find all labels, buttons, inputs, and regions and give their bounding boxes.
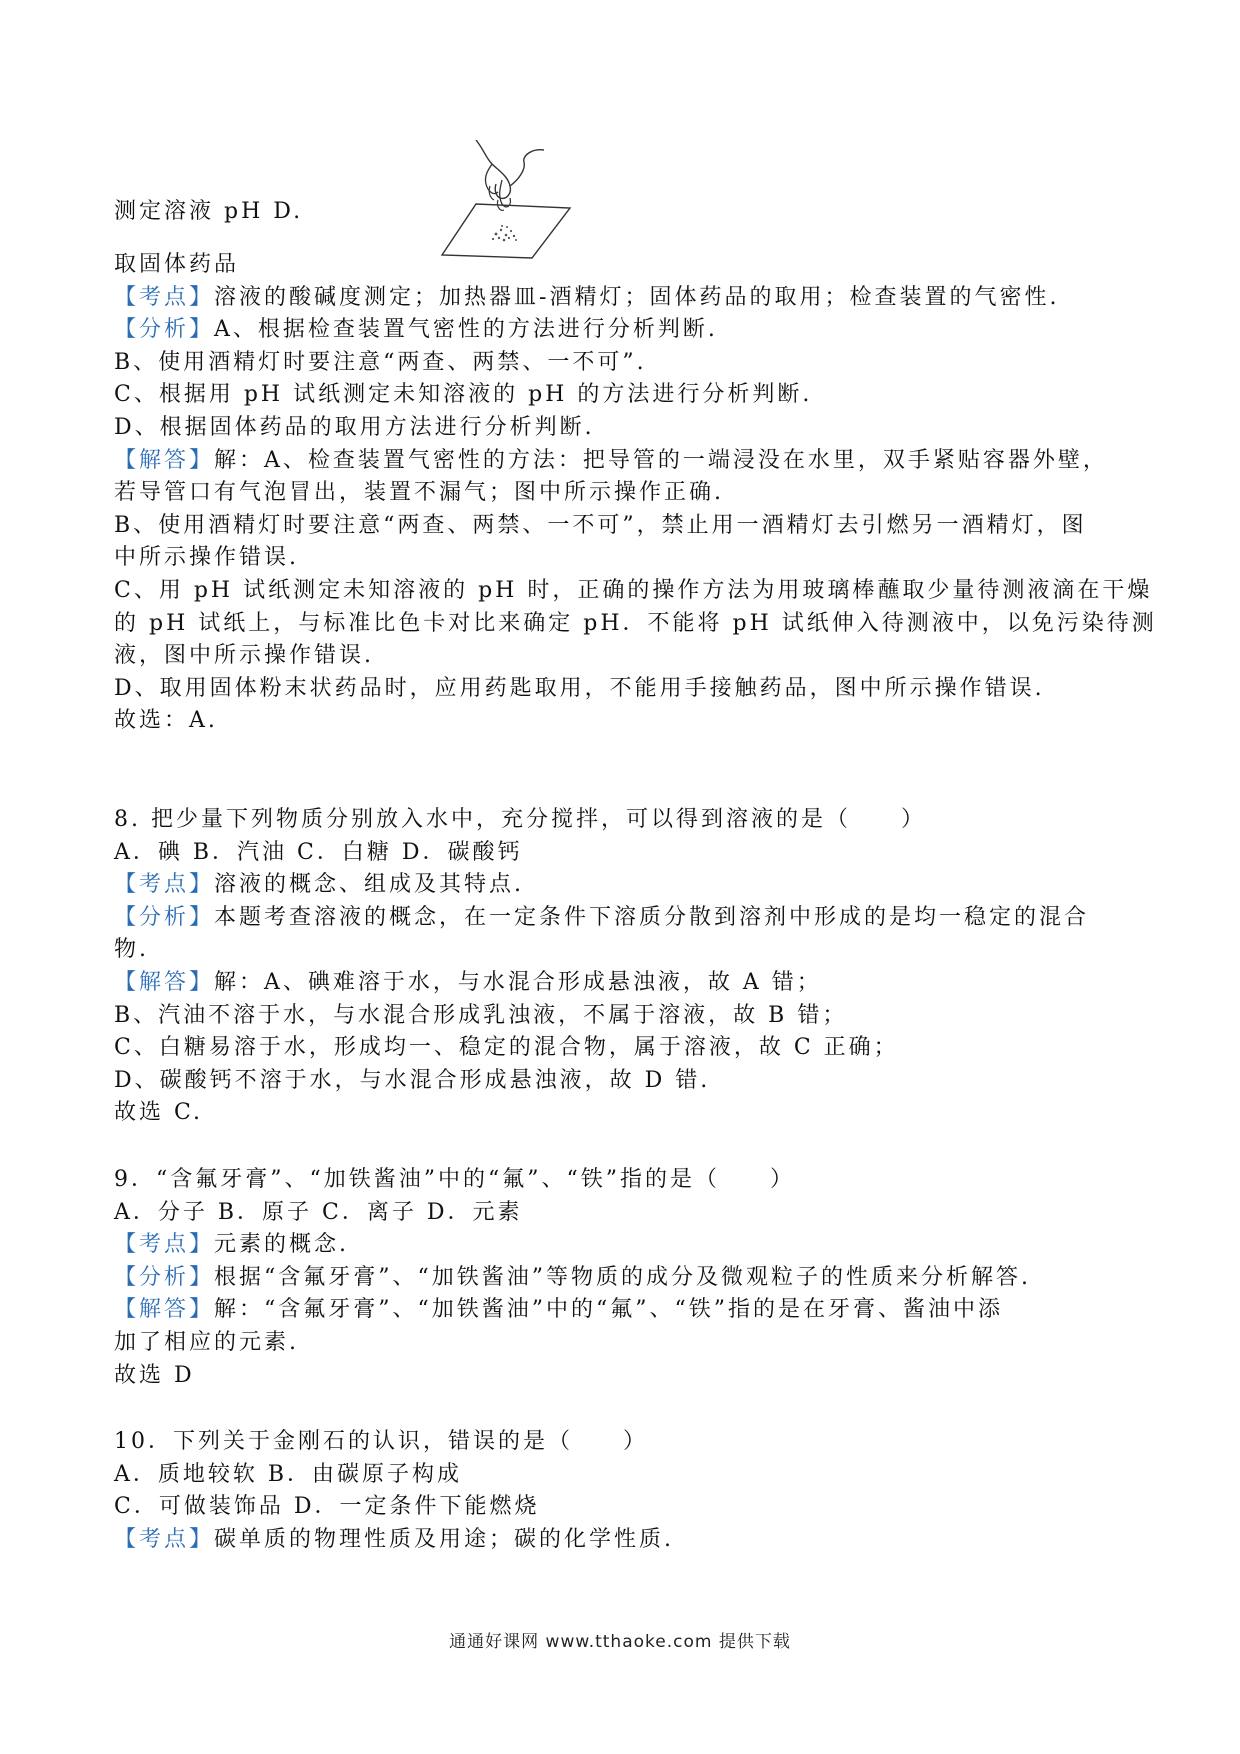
question-7-analysis [114,249,1157,738]
fenxi-text: 物. [114,937,149,963]
question-options: C．可做装饰品 D．一定条件下能燃烧 [114,1494,540,1520]
figure-caption: 测定溶液 pH D. [114,199,304,224]
fenxi-line [114,314,1134,347]
jieda-text: 解：“含氟牙膏”、“加铁酱油”中的“氟”、“铁”指的是在牙膏、酱油中添 [214,1297,1003,1323]
jieda-tag: 【解答】 [114,969,215,995]
jieda-tag: 【解答】 [114,447,215,473]
question-9 [114,1164,1134,1392]
fenxi-text: B、使用酒精灯时要注意“两查、两禁、一不可”. [114,349,647,375]
fenxi-text: A、根据检查装置气密性的方法进行分析判断. [214,317,718,343]
fenxi-text: 本题考查溶液的概念，在一定条件下溶质分散到溶剂中形成的是均一稳定的混合 [214,904,1090,930]
fenxi-tag: 【分析】 [114,317,215,343]
question-text: 9．“含氟牙膏”、“加铁酱油”中的“氟”、“铁”指的是（ ） [114,1167,795,1192]
jieda-line [114,445,1134,478]
page-footer: 通通好课网 www.tthaoke.com 提供下载 [449,1632,791,1652]
fenxi-text: D、根据固体药品的取用方法进行分析判断. [114,414,595,440]
jieda-text: 若导管口有气泡冒出，装置不漏气；图中所示操作正确. [114,480,724,506]
kaodian-line [114,282,1134,315]
kaodian-text: 元素的概念. [214,1232,350,1258]
jieda-text: C、白糖易溶于水，形成均一、稳定的混合物，属于溶液，故 C 正确； [114,1035,899,1061]
fenxi-text: 根据“含氟牙膏”、“加铁酱油”等物质的成分及微观粒子的性质来分析解答. [214,1264,1031,1290]
jieda-text: B、汽油不溶于水，与水混合形成乳浊液，不属于溶液，故 B 错； [114,1002,848,1028]
question-10 [114,1426,1134,1556]
jieda-text: 解：A、检查装置气密性的方法：把导管的一端浸没在水里，双手紧贴容器外壁， [214,447,1108,473]
kaodian-tag: 【考点】 [114,1526,215,1552]
jieda-line [114,1294,1134,1327]
jieda-text: B、使用酒精灯时要注意“两查、两禁、一不可”，禁止用一酒精灯去引燃另一酒精灯，图 [114,512,1087,538]
jieda-tag: 【解答】 [114,1297,215,1323]
answer-line: 故选：A. [114,708,218,734]
kaodian-line [114,1524,1134,1557]
kaodian-tag: 【考点】 [114,872,215,898]
question-options: A．碘 B．汽油 C．白糖 D．碳酸钙 [114,839,523,865]
kaodian-tag: 【考点】 [114,284,215,310]
kaodian-line [114,1229,1134,1262]
kaodian-text: 溶液的酸碱度测定；加热器皿-酒精灯；固体药品的取用；检查装置的气密性. [214,284,1060,310]
question-text: 10．下列关于金刚石的认识，错误的是（ ） [114,1429,648,1454]
fenxi-line [114,1262,1134,1295]
fenxi-tag: 【分析】 [114,1264,215,1290]
jieda-text: 解：A、碘难溶于水，与水混合形成悬浊液，故 A 错； [214,969,822,995]
question-8 [114,804,1134,1130]
option-d-label: 取固体药品 [114,252,240,277]
kaodian-text: 溶液的概念、组成及其特点. [214,872,525,898]
kaodian-text: 碳单质的物理性质及用途；碳的化学性质. [214,1526,675,1552]
jieda-text: 液，图中所示操作错误. [114,643,374,669]
answer-line: 故选 C. [114,1100,204,1126]
kaodian-tag: 【考点】 [114,1232,215,1258]
jieda-line [114,967,1134,1000]
question-options: A．质地较软 B．由碳原子构成 [114,1461,463,1487]
fenxi-text: C、根据用 pH 试纸测定未知溶液的 pH 的方法进行分析判断. [114,382,813,408]
kaodian-line [114,869,1134,902]
jieda-text: 中所示操作错误. [114,545,299,571]
fenxi-line [114,902,1134,935]
answer-line: 故选 D [114,1362,195,1388]
jieda-text: C、用 pH 试纸测定未知溶液的 pH 时，正确的操作方法为用玻璃棒蘸取少量待测液滴在干燥 [114,577,1153,603]
fenxi-tag: 【分析】 [114,904,215,930]
jieda-text: D、碳酸钙不溶于水，与水混合形成悬浊液，故 D 错. [114,1067,711,1093]
jieda-text: 的 pH 试纸上，与标准比色卡对比来确定 pH．不能将 pH 试纸伸入待测液中，以免污染待测 [114,610,1157,636]
jieda-text: 加了相应的元素. [114,1329,299,1355]
question-options: A．分子 B．原子 C．离子 D．元素 [114,1199,523,1225]
jieda-text: D、取用固体粉末状药品时，应用药匙取用，不能用手接触药品，图中所示操作错误. [114,675,1045,701]
question-text: 8. 把少量下列物质分别放入水中，充分搅拌，可以得到溶液的是（ ） [114,807,926,832]
